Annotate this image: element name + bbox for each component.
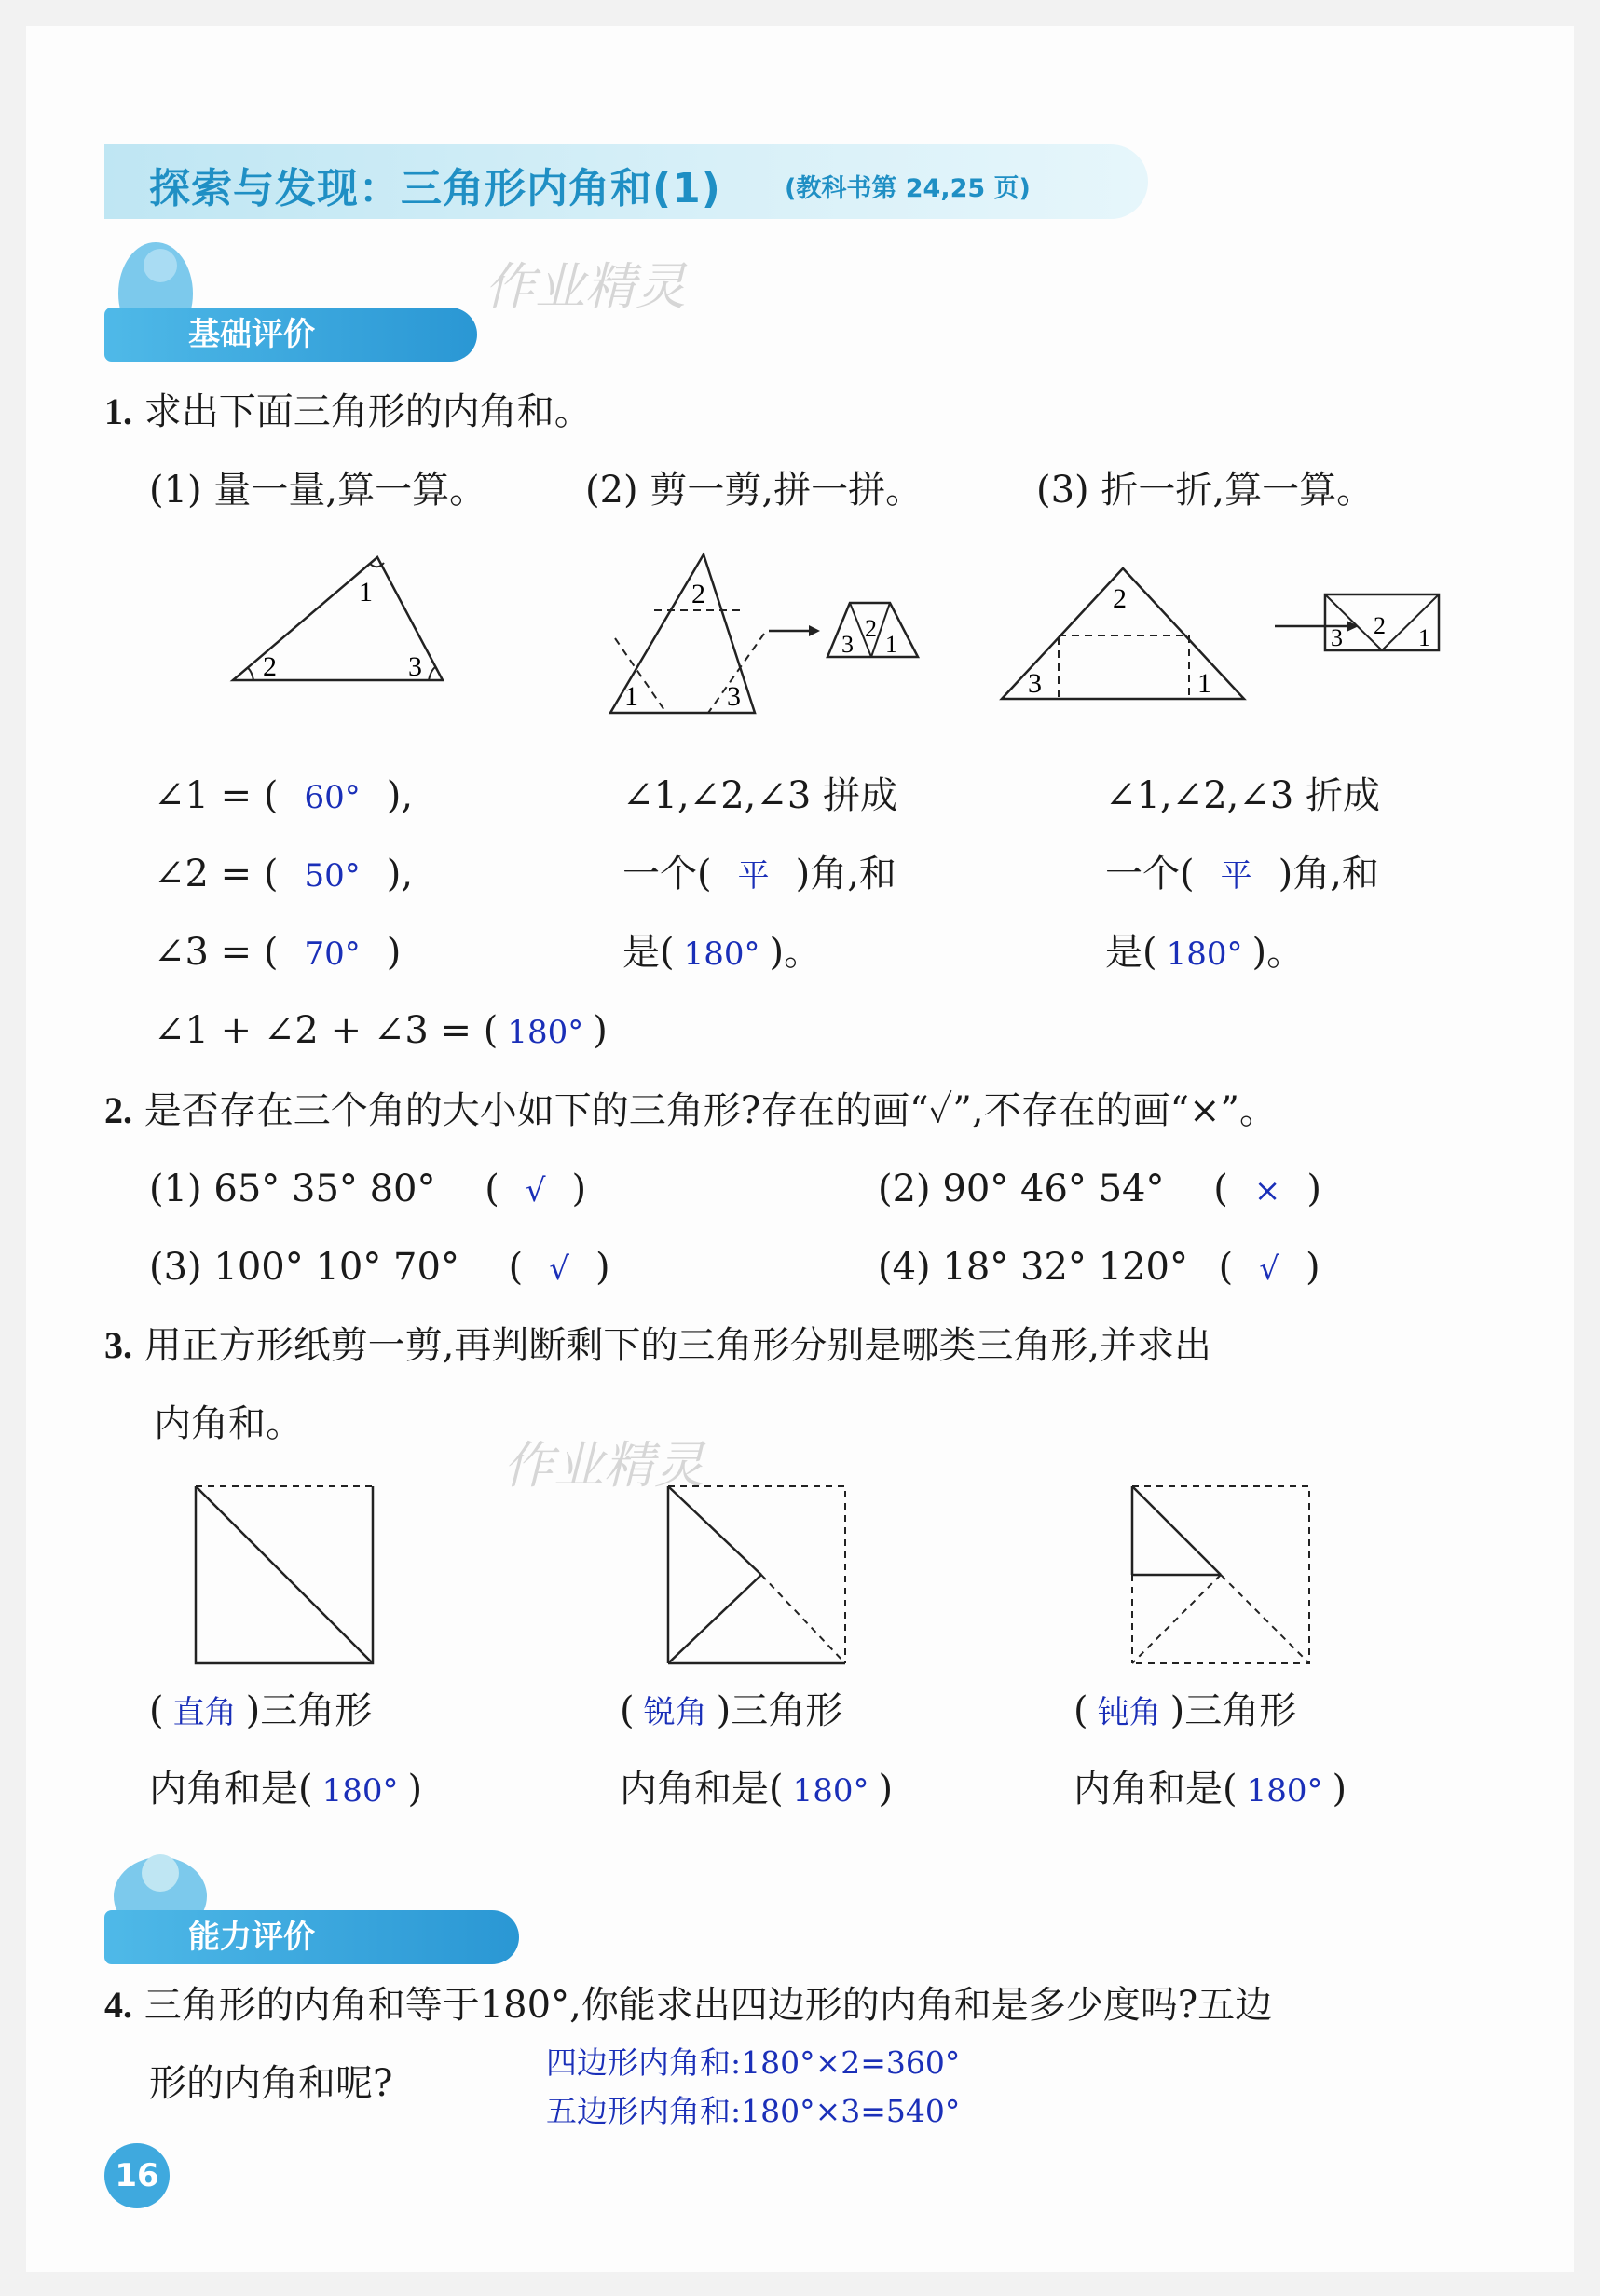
q1-col2-line2: 一个( 平 )角,和	[622, 853, 896, 895]
q3-sum-1: 内角和是( 180° )	[149, 1768, 423, 1811]
fig2b-label-1: 1	[885, 631, 897, 658]
q1-col2-fill2: 180°	[683, 936, 760, 973]
q1-angle2-answer: 50°	[304, 857, 361, 895]
q4-answer-2: 五边形内角和:180°×3=540°	[546, 2093, 961, 2129]
q1-angle3-row: ∠3 = ( 70° )	[154, 931, 402, 974]
q2-item-2-mark: ×	[1253, 1172, 1281, 1210]
q1-angle3-answer: 70°	[304, 936, 361, 973]
q2-item-1-mark: √	[525, 1172, 546, 1210]
fig1-label-1: 1	[359, 577, 373, 608]
fig3-label-2: 2	[1113, 583, 1127, 614]
fig3-label-1: 1	[1197, 668, 1211, 699]
q3-sum-2-answer: 180°	[792, 1772, 869, 1810]
q2-item-4-mark: √	[1259, 1250, 1279, 1288]
question-4	[104, 1983, 1272, 2028]
q1-sub2: (2) 剪一剪,拼一拼。	[585, 469, 923, 512]
fig1-label-3: 3	[408, 651, 422, 682]
q2-item-3: (3) 100° 10° 70° ( √ )	[149, 1246, 610, 1289]
q3-type-1: ( 直角 )三角形	[149, 1689, 373, 1732]
fig2-label-2: 2	[691, 579, 705, 609]
question-1-text: 求出下面三角形的内角和。	[144, 390, 592, 433]
q3-sum-3: 内角和是( 180° )	[1074, 1768, 1347, 1811]
q3-sum-2: 内角和是( 180° )	[620, 1768, 894, 1811]
question-4-text: 三角形的内角和等于180°,你能求出四边形的内角和是多少度吗?五边	[144, 1984, 1273, 2027]
fig3-label-3: 3	[1028, 668, 1042, 699]
q3-square-1	[191, 1482, 387, 1668]
page-subtitle: (教科书第 24,25 页)	[785, 174, 1031, 203]
question-3-text: 用正方形纸剪一剪,再判断剩下的三角形分别是哪类三角形,并求出	[144, 1324, 1212, 1367]
q4-answer-1: 四边形内角和:180°×2=360°	[546, 2044, 961, 2081]
q3-sum-3-answer: 180°	[1246, 1772, 1323, 1810]
q1-col2-line1: ∠1,∠2,∠3 拼成	[622, 774, 898, 817]
q3-square-3	[1128, 1482, 1323, 1668]
q3-type-3: ( 钝角 )三角形	[1074, 1689, 1297, 1732]
q1-col3-line2: 一个( 平 )角,和	[1105, 853, 1379, 895]
question-1	[104, 390, 592, 434]
q3-type-3-answer: 钝角	[1097, 1694, 1161, 1731]
q1-cut-figure	[596, 545, 932, 718]
q2-item-1: (1) 65° 35° 80° ( √ )	[149, 1168, 587, 1210]
question-3-number: 3.	[104, 1324, 132, 1366]
q1-sum-row: ∠1 + ∠2 + ∠3 = ( 180° )	[154, 1009, 608, 1052]
q3-type-2-answer: 锐角	[643, 1694, 707, 1731]
page-title: 探索与发现：三角形内角和(1)	[149, 165, 721, 212]
question-2-number: 2.	[104, 1089, 132, 1131]
fig3b-label-2: 2	[1374, 612, 1386, 639]
question-4-number: 4.	[104, 1984, 132, 2026]
question-4-text-line2: 形的内角和呢?	[149, 2062, 393, 2105]
q1-col3-fill1: 平	[1220, 857, 1252, 895]
q1-triangle-figure	[224, 550, 457, 690]
fig2-label-3: 3	[727, 681, 741, 712]
q1-sub1: (1) 量一量,算一算。	[149, 469, 487, 512]
question-2-text: 是否存在三个角的大小如下的三角形?存在的画“✓”,不存在的画“×”。	[144, 1089, 1277, 1132]
section-ability-tag: 能力评价	[104, 1910, 519, 1964]
q1-col2-fill1: 平	[737, 857, 770, 895]
section-basic-tag: 基础评价	[104, 308, 477, 362]
question-3	[104, 1323, 1211, 1368]
question-1-number: 1.	[104, 390, 132, 432]
q1-col3-line3: 是( 180° )。	[1105, 931, 1305, 974]
q3-type-1-answer: 直角	[172, 1694, 237, 1731]
q1-sum-answer: 180°	[507, 1014, 584, 1051]
fig3b-label-1: 1	[1418, 624, 1430, 651]
q1-angle2-row: ∠2 = ( 50° ),	[154, 853, 414, 895]
fig2b-label-2: 2	[865, 615, 877, 642]
question-2	[104, 1088, 1277, 1133]
fig3b-label-3: 3	[1331, 624, 1343, 651]
q1-sub3: (3) 折一折,算一算。	[1036, 469, 1374, 512]
q1-angle1-answer: 60°	[304, 779, 361, 816]
q1-col3-fill2: 180°	[1166, 936, 1243, 973]
q1-fold-figure	[997, 559, 1463, 708]
watermark-2: 作业精灵	[503, 1436, 704, 1495]
watermark: 作业精灵	[485, 257, 686, 316]
question-3-text-line2: 内角和。	[154, 1402, 303, 1445]
fig1-label-2: 2	[263, 651, 277, 682]
q2-item-2: (2) 90° 46° 54° ( × )	[878, 1168, 1321, 1210]
fig2-label-1: 1	[624, 681, 638, 712]
page-number: 16	[104, 2143, 170, 2208]
q1-col2-line3: 是( 180° )。	[622, 931, 822, 974]
q2-item-4: (4) 18° 32° 120° ( √ )	[878, 1246, 1320, 1289]
q2-item-3-mark: √	[549, 1250, 569, 1288]
fig2b-label-3: 3	[841, 631, 854, 658]
q3-square-2	[663, 1482, 859, 1668]
q1-col3-line1: ∠1,∠2,∠3 折成	[1105, 774, 1381, 817]
q3-type-2: ( 锐角 )三角形	[620, 1689, 843, 1732]
q3-sum-1-answer: 180°	[321, 1772, 399, 1810]
q1-angle1-row: ∠1 = ( 60° ),	[154, 774, 414, 817]
